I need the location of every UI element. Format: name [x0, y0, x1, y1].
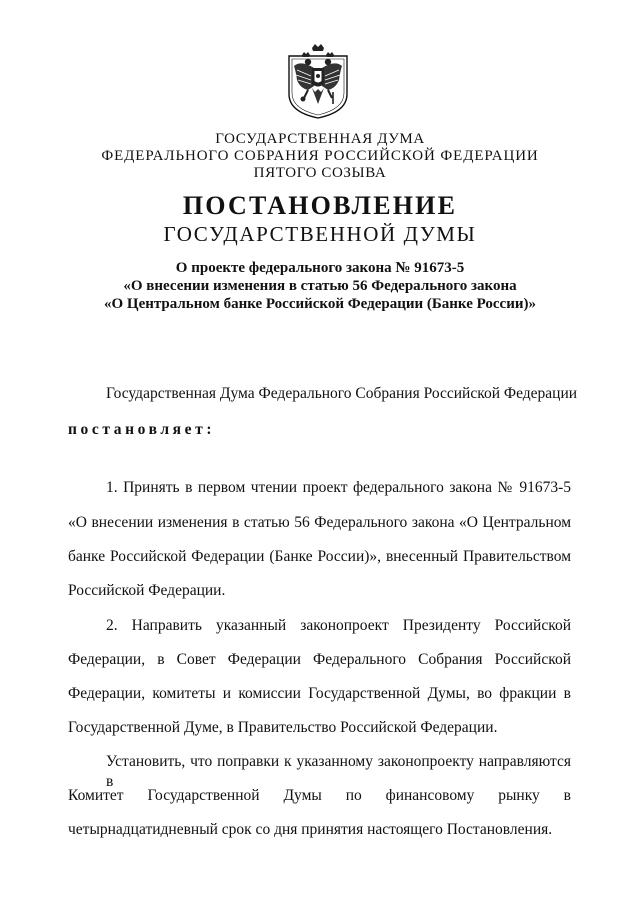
document-type: ПОСТАНОВЛЕНИЕ: [182, 191, 458, 220]
item-1-line: Российской Федерации.: [68, 582, 226, 599]
org-name-line-2: ФЕДЕРАЛЬНОГО СОБРАНИЯ РОССИЙСКОЙ ФЕДЕРАЦИИ: [101, 148, 539, 164]
document-title-line: О проекте федерального закона № 91673-5: [175, 260, 465, 276]
item-2-line: Федерации, в Совет Федерации Федерального Собрания Российской: [68, 651, 571, 668]
item-1-line: «О внесении изменения в статью 56 Федерального закона «О Центральном: [68, 514, 571, 531]
item-1-line: банке Российской Федерации (Банке России)», внесенный Правительством: [68, 548, 571, 565]
preamble: Государственная Дума Федерального Собрания Российской Федерации: [106, 385, 578, 402]
org-name-line-1: ГОСУДАРСТВЕННАЯ ДУМА: [215, 131, 425, 147]
document-title-line: «О Центральном банке Российской Федерации (Банке России)»: [103, 296, 536, 312]
resolves-keyword: постановляет:: [68, 421, 216, 438]
item-3-line: четырнадцатидневный срок со дня принятия настоящего Постановления.: [68, 821, 553, 838]
item-2-line: Государственной Думе, в Правительство Российской Федерации.: [68, 719, 498, 736]
item-2-line: Федерации, комитеты и комиссии Государственной Думы, во фракции в: [68, 685, 571, 702]
document-title-line: «О внесении изменения в статью 56 Федерального закона: [123, 278, 517, 294]
item-2-line: 2. Направить указанный законопроект Президенту Российской: [106, 617, 571, 634]
russian-double-headed-eagle-emblem-icon: [281, 42, 355, 120]
item-3-line: Установить, что поправки к указанному законопроекту направляются в: [106, 753, 571, 790]
document-issuer: ГОСУДАРСТВЕННОЙ ДУМЫ: [163, 222, 477, 246]
convocation-line: ПЯТОГО СОЗЫВА: [253, 165, 387, 181]
item-3-line: Комитет Государственной Думы по финансовому рынку в: [68, 787, 571, 804]
item-1-line: 1. Принять в первом чтении проект федерального закона № 91673-5: [106, 479, 571, 496]
